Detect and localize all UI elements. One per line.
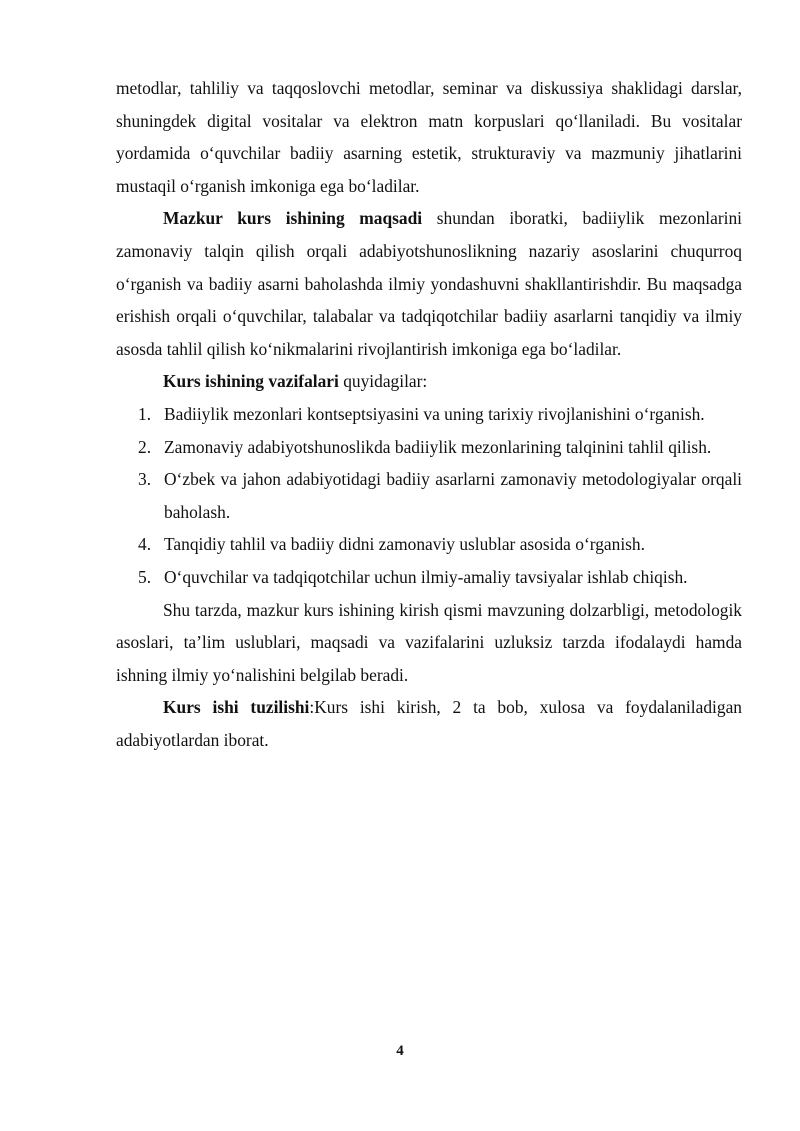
page-number: 4	[396, 1043, 404, 1059]
tasks-intro-text: quyidagilar:	[338, 371, 428, 392]
list-item-text: O‘quvchilar va tadqiqotchilar uchun ilmiy-amaliy tavsiyalar ishlab chiqish.	[164, 566, 688, 587]
list-item-number: 2.	[138, 436, 152, 457]
paragraph-methods: metodlar, tahliliy va taqqoslovchi metodlar, seminar va diskussiya shaklidagi darslar, shuningdek digital vositalar va elektron matn korpuslari qo‘llaniladi. Bu vositalar yordamida o‘quvchilar badiiy asarning estetik, strukturaviy va mazmuniy jihatlarini mustaqil o‘rganish imkoniga ega bo‘ladilar.	[116, 78, 742, 196]
structure-heading: Kurs ishi tuzilishi	[163, 697, 310, 718]
structure-text: :Kurs ishi kirish, 2 ta bob, xulosa va foydalaniladigan adabiyotlardan iborat.	[116, 697, 742, 750]
tasks-heading: Kurs ishining vazifalari	[163, 371, 339, 392]
list-item-number: 4.	[138, 534, 152, 555]
paragraph-summary: Shu tarzda, mazkur kurs ishining kirish qismi mavzuning dolzarbligi, metodologik asoslari, ta’lim uslublari, maqsadi va vazifalarini uzluksiz tarzda ifodalaydi hamda ishning ilmiy yo‘nalishini belgilab beradi.	[116, 599, 742, 685]
list-item	[116, 561, 742, 594]
list-item	[116, 463, 742, 528]
list-item-number: 3.	[138, 469, 152, 490]
list-item-number: 1.	[138, 403, 152, 424]
list-item-text: Zamonaviy adabiyotshunoslikda badiiylik mezonlarining talqinini tahlil qilish.	[164, 436, 712, 457]
list-item-text: Tanqidiy tahlil va badiiy didni zamonaviy uslublar asosida o‘rganish.	[164, 534, 645, 555]
list-item-text: Badiiylik mezonlari kontseptsiyasini va uning tarixiy rivojlanishini o‘rganish.	[164, 403, 705, 424]
list-item	[116, 398, 742, 431]
goal-text: shundan iboratki, badiiylik mezonlarini zamonaviy talqin qilish orqali adabiyotshunoslikning nazariy asoslarini chuqurroq o‘rganish va badiiy asarni baholashda ilmiy yondashuvni shakllantirishdir. Bu maqsadga erishish orqali o‘quvchilar, talabalar va tadqiqotchilar badiiy asarlarni tanqidiy va ilmiy asosda tahlil qilish ko‘nikmalarini rivojlantirish imkoniga ega bo‘ladilar.	[116, 208, 742, 359]
paragraph-goal	[116, 202, 742, 365]
list-item	[116, 431, 742, 464]
list-item-number: 5.	[138, 566, 152, 587]
paragraph-tasks-intro	[116, 365, 742, 398]
paragraph-structure	[116, 691, 742, 756]
list-item-text: O‘zbek va jahon adabiyotidagi badiiy asarlarni zamonaviy metodologiyalar orqali baholash.	[164, 469, 742, 522]
goal-heading: Mazkur kurs ishining maqsadi	[163, 208, 423, 229]
page-body	[116, 72, 742, 756]
list-item	[116, 528, 742, 561]
tasks-list	[116, 398, 742, 594]
